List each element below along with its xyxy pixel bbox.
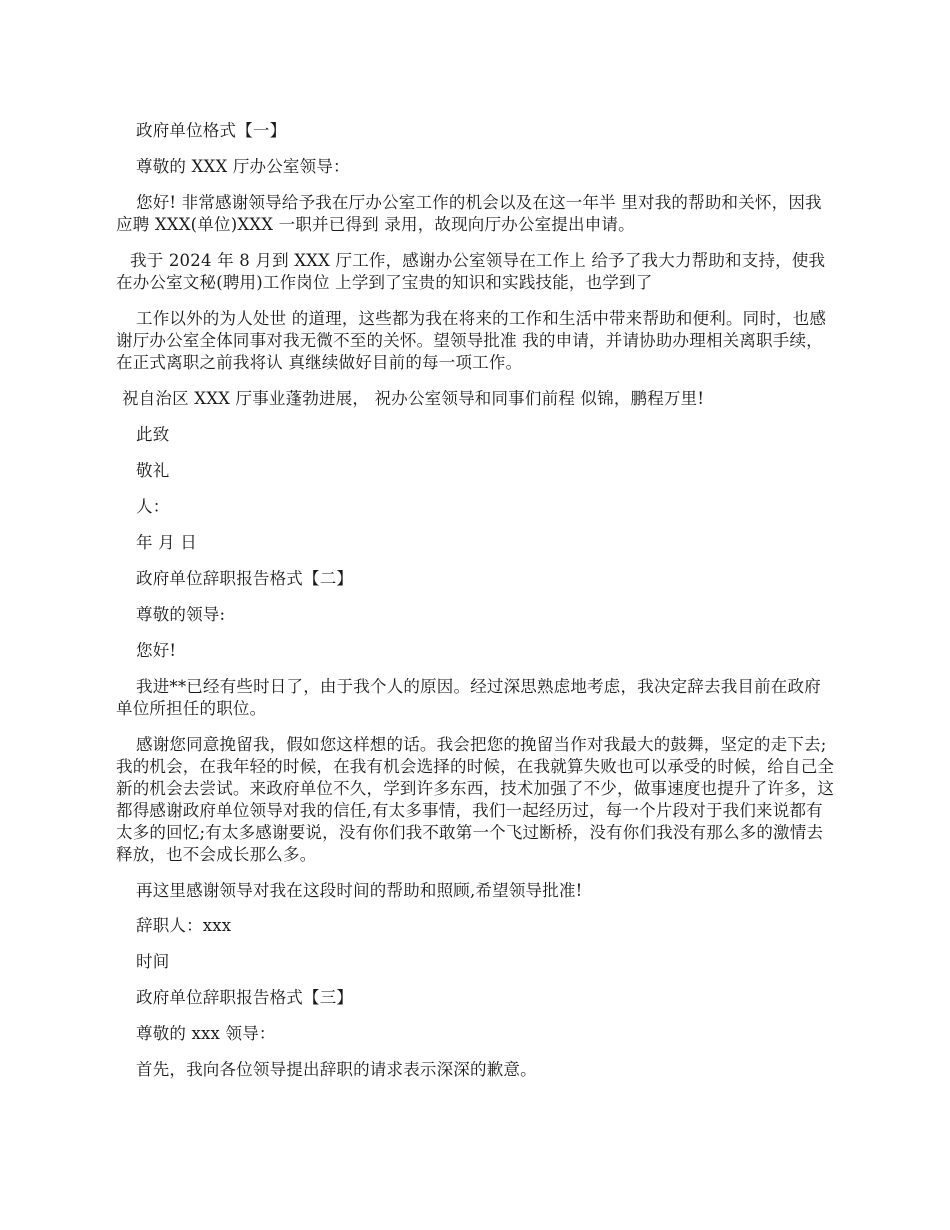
salutation-1: 尊敬的 XXX 厅办公室领导： (136, 157, 350, 176)
paragraph: 感谢您同意挽留我，假如您这样想的话。我会把您的挽留当作对我最大的鼓舞，坚定的走下去;我的机会，在我年轻的时候，在我有机会选择的时候，在我就算失败也可以承受的时候，给自己全新的机会去尝试。来政府单位不久，学到许多东西，技术加强了不少，做事速度也提升了许多，这都得感谢政府单位领导对我的信任,有太多事情，我们一起经历过，每一个片段对于我们来说都有太多的回忆;有太多感谢要说，没有你们我不敢第一个飞过断桥，没有你们我没有那么多的激情去释放，也不会成长那么多。 (116, 735, 835, 864)
signature-line: 辞职人：xxx (136, 916, 232, 935)
paragraph: 祝自治区 XXX 厅事业蓬勃进展， 祝办公室领导和同事们前程 似锦，鹏程万里! (122, 389, 705, 408)
salutation-2: 尊敬的领导: (136, 605, 226, 624)
section-heading-3: 政府单位辞职报告格式【三】 (136, 988, 354, 1007)
paragraph: 您好! 非常感谢领导给予我在厅办公室工作的机会以及在这一年半 里对我的帮助和关怀，因我应聘 XXX(单位)XXX 一职并已得到 录用，故现向厅办公室提出申请。 (116, 193, 822, 234)
greeting: 您好! (136, 641, 177, 660)
section-heading-1: 政府单位格式【一】 (136, 121, 287, 140)
paragraph: 我于 2024 年 8 月到 XXX 厅工作，感谢办公室领导在工作上 给予了我大力帮助和支持，使我在办公室文秘(聘用)工作岗位 上学到了宝贵的知识和实践技能，也学到了 (116, 251, 826, 292)
salutation-3: 尊敬的 xxx 领导： (136, 1024, 276, 1043)
date-line: 年 月 日 (136, 533, 197, 552)
paragraph: 我进**已经有些时日了，由于我个人的原因。经过深思熟虑地考虑，我决定辞去我目前在政府单位所担任的职位。 (116, 677, 821, 718)
paragraph: 再这里感谢领导对我在这段时间的帮助和照顾,希望领导批准! (136, 881, 583, 900)
closing-line: 敬礼 (136, 461, 170, 480)
section-heading-2: 政府单位辞职报告格式【二】 (136, 569, 354, 588)
signature-line: 人： (136, 497, 170, 516)
paragraph: 工作以外的为人处世 的道理，这些都为我在将来的工作和生活中带来帮助和便利。同时，也感谢厅办公室全体同事对我无微不至的关怀。望领导批准 我的申请，并请协助办理相关离职手续，在正式离职之前我将认 真继续做好目前的每一项工作。 (116, 309, 827, 372)
closing-line: 此致 (136, 425, 170, 444)
document-body (116, 120, 836, 1095)
date-line: 时间 (136, 952, 170, 971)
paragraph: 首先，我向各位领导提出辞职的请求表示深深的歉意。 (136, 1060, 537, 1079)
